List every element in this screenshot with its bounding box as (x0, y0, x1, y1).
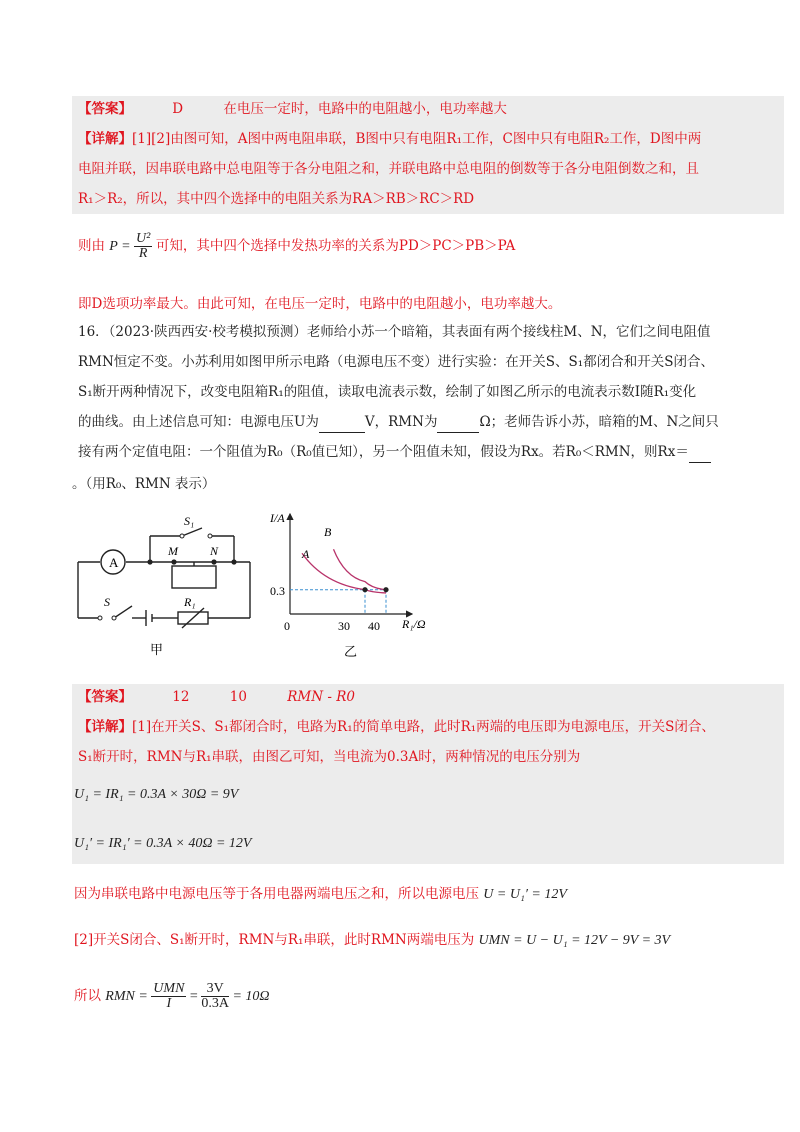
supply-equation: U = U₁′ = 12V (483, 887, 567, 902)
figure-yi-caption: 乙 (344, 644, 358, 659)
q16-line-6: 。（用R₀、RMN 表示） (72, 476, 216, 492)
final-fraction-1 (151, 982, 186, 1011)
final-lhs: RMN = (105, 989, 148, 1004)
detail-label-2: 【详解】 (78, 719, 132, 735)
final-rhs: = 10Ω (232, 989, 270, 1004)
terminal-m-label: M (168, 544, 178, 558)
answer-value-2: 10 (229, 689, 247, 705)
q16-line-5a: 接有两个定值电阻：一个阻值为R₀（R₀值已知），另一个阻值未知，假设为Rx。若R₀＜RMN，则Rx＝ (78, 444, 689, 460)
part2-equation: UMN = U − U₁ = 12V − 9V = 3V (478, 933, 671, 948)
detail-row-1 (78, 129, 701, 149)
detail-text-1: [1][2]由图可知，A图中两电阻串联，B图中只有电阻R₁工作，C图中只有电阻R₂工作，D图中两 (132, 131, 702, 147)
switch-s-label: S (104, 595, 110, 609)
q16-line-1: 16．（2023·陕西西安·校考模拟预测）老师给小苏一个暗箱，其表面有两个接线柱M、N，它们之间电阻值 (78, 324, 711, 340)
series-a-label: A (302, 547, 310, 561)
detail2-text-1: [1]在开关S、S₁都闭合时，电路为R₁的简单电路，此时R₁两端的电压即为电源电压，开关S闭合、 (132, 719, 715, 735)
final-frac2-num: 3V (201, 982, 229, 997)
figure-jia-caption: 甲 (150, 642, 164, 657)
rheostat-label: R₁ (184, 595, 196, 609)
power-frac-den: R (138, 246, 148, 262)
q16-line-2: RMN恒定不变。小苏利用如图甲所示电路（电源电压不变）进行实验：在开关S、S₁都闭合和开关S闭合、 (78, 354, 714, 370)
final-frac1-num: UMN (153, 981, 185, 997)
blank-voltage[interactable] (319, 412, 365, 433)
y-tick-03: 0.3 (270, 584, 285, 598)
x-axis-label: R₁/Ω (402, 617, 426, 631)
equation-u1-prime: U₁′ = IR₁′ = 0.3A × 40Ω = 12V (74, 836, 252, 851)
detail-text-3: R₁＞R₂，所以，其中四个选择中的电阻关系为RA＞RB＞RC＞RD (78, 191, 475, 207)
answer-value-3: RMN - R0 (287, 689, 355, 705)
q16-line-5 (78, 442, 711, 463)
answer-label-2: 【答案】 (78, 689, 132, 705)
power-line (78, 228, 515, 264)
highlight-point-2 (383, 587, 388, 592)
detail-text-2: 电阻并联，因串联电路中总电阻等于各分电阻之和，并联电路中总电阻的倒数等于各分电阻倒数之和，且 (78, 161, 699, 177)
part2-line (74, 930, 670, 951)
terminal-n-label: N (210, 544, 219, 558)
switch-s1-label: S₁ (184, 514, 195, 528)
series-b-label: B (324, 525, 332, 539)
answer-value-1: 12 (172, 689, 190, 705)
circuit-diagram (70, 508, 270, 658)
final-frac2-den: 0.3A (201, 996, 229, 1012)
answer-row-2 (78, 687, 355, 707)
q16-line-3: S₁断开两种情况下，改变电阻箱R₁的阻值，读取电流表示数，绘制了如图乙所示的电流表示数I随R₁变化 (78, 384, 697, 400)
detail-label: 【详解】 (78, 131, 132, 147)
part2-text: [2]开关S闭合、S₁断开时，RMN与R₁串联，此时RMN两端电压为 (74, 932, 475, 948)
final-frac1-den: I (166, 996, 172, 1012)
power-formula (109, 231, 156, 262)
power-fraction (134, 232, 152, 261)
supply-line (74, 884, 567, 905)
equation-u1: U₁ = IR₁ = 0.3A × 30Ω = 9V (74, 787, 239, 802)
q16-line-4a: 的曲线。由上述信息可知：电源电压U为 (78, 414, 319, 430)
power-formula-lhs: P = (109, 239, 131, 254)
answer-choice: D (172, 101, 184, 117)
y-axis-label: I/A (270, 511, 285, 525)
conclusion-1: 即D选项功率最大。由此可知，在电压一定时，电路中的电阻越小，电功率越大。 (78, 296, 562, 312)
power-suffix: 可知，其中四个选择中发热功率的关系为PD＞PC＞PB＞PA (155, 238, 516, 254)
final-equation: RMN = $\frac{\text{UMN}}{I}$ = $\frac{3V}{0.3A}$ = 10Ω (105, 981, 270, 1012)
origin-label: 0 (284, 619, 290, 633)
ammeter-label: A (109, 555, 119, 570)
answer-label: 【答案】 (78, 101, 132, 117)
x-tick-30: 30 (338, 619, 350, 633)
supply-text: 因为串联电路中电源电压等于各用电器两端电压之和，所以电源电压 (74, 886, 479, 902)
blank-rx[interactable] (689, 442, 711, 463)
x-tick-40: 40 (368, 619, 380, 633)
answer-text: 在电压一定时，电路中的电阻越小，电功率越大 (223, 101, 507, 117)
answer-row-1 (78, 99, 507, 119)
q16-line-4c: Ω；老师告诉小苏，暗箱的M、N之间只 (479, 414, 719, 430)
final-prefix: 所以 (74, 988, 101, 1004)
current-resistance-chart (262, 508, 442, 660)
final-line (74, 976, 270, 1016)
power-frac-num: U² (136, 231, 151, 247)
blank-rmn[interactable] (437, 412, 479, 433)
q16-line-4 (78, 412, 719, 433)
q16-line-4b: V，RMN为 (364, 414, 438, 430)
detail2-text-2: S₁断开时，RMN与R₁串联，由图乙可知，当电流为0.3A时，两种情况的电压分别为 (78, 749, 581, 765)
power-prefix: 则由 (78, 238, 105, 254)
final-fraction-2 (201, 982, 229, 1011)
detail-row-2 (78, 717, 715, 737)
highlight-point-1 (362, 587, 367, 592)
